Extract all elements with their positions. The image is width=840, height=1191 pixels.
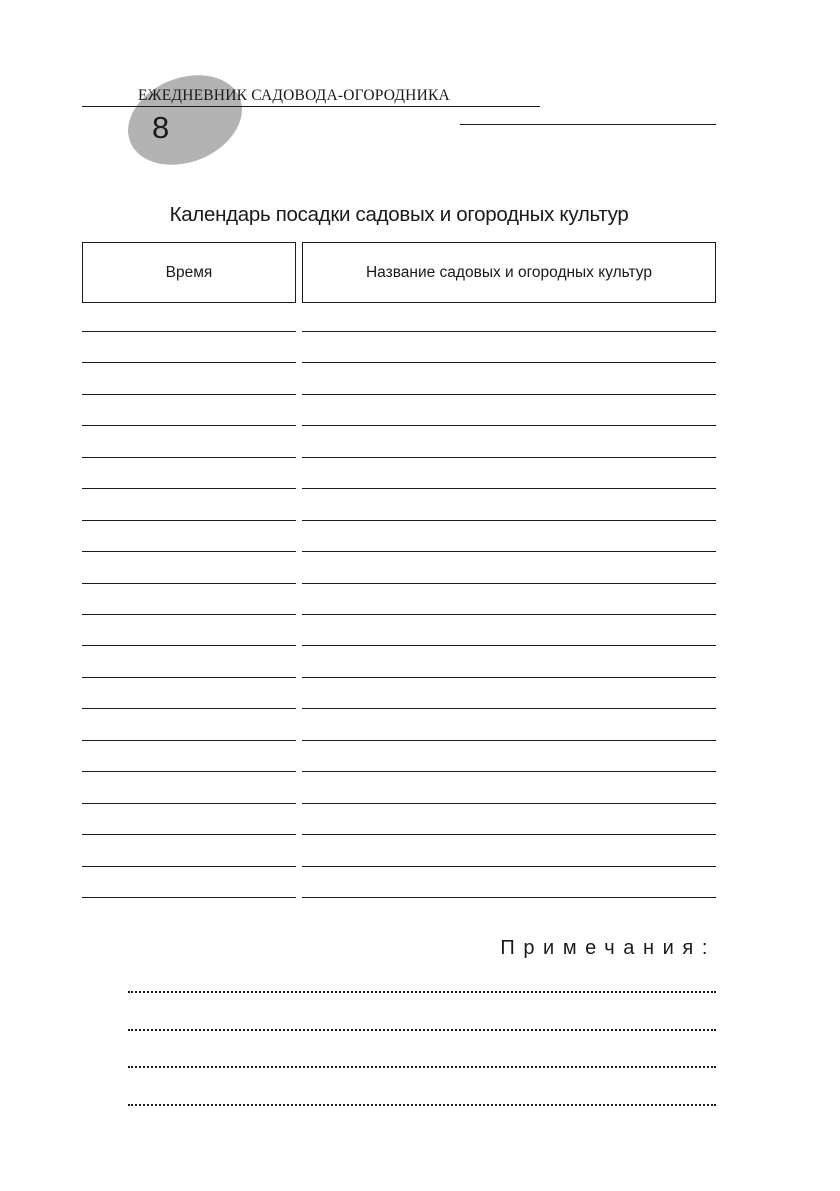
header-rule <box>82 106 540 107</box>
column-header-time <box>82 242 296 303</box>
crop-entry-line <box>302 740 716 741</box>
column-header-time-label: Время <box>165 264 213 281</box>
header-rule-right <box>460 124 716 125</box>
crop-entry-line <box>302 803 716 804</box>
time-entry-line <box>82 897 296 898</box>
time-entry-line <box>82 834 296 835</box>
time-entry-line <box>82 740 296 741</box>
crop-entry-line <box>302 488 716 489</box>
time-entry-line <box>82 645 296 646</box>
time-entry-line <box>82 708 296 709</box>
running-title: ЕЖЕДНЕВНИК САДОВОДА-ОГОРОДНИКА <box>138 87 450 104</box>
time-entry-line <box>82 520 296 521</box>
time-entry-line <box>82 331 296 332</box>
notes-dotted-line <box>128 1104 716 1106</box>
time-entry-line <box>82 457 296 458</box>
notes-dotted-line <box>128 991 716 993</box>
calendar-title: Календарь посадки садовых и огородных культур <box>169 203 629 226</box>
crop-entry-line <box>302 551 716 552</box>
crop-entry-line <box>302 583 716 584</box>
crop-entry-line <box>302 677 716 678</box>
time-entry-line <box>82 394 296 395</box>
crop-entry-line <box>302 834 716 835</box>
crop-entry-line <box>302 897 716 898</box>
notes-dotted-line <box>128 1066 716 1068</box>
crop-entry-line <box>302 866 716 867</box>
time-entry-line <box>82 425 296 426</box>
time-entry-line <box>82 803 296 804</box>
time-entry-line <box>82 866 296 867</box>
time-entry-line <box>82 771 296 772</box>
crop-entry-line <box>302 614 716 615</box>
crop-entry-line <box>302 425 716 426</box>
crop-entry-line <box>302 520 716 521</box>
crop-entry-line <box>302 645 716 646</box>
time-entry-line <box>82 583 296 584</box>
notes-dotted-line <box>128 1029 716 1031</box>
time-entry-line <box>82 677 296 678</box>
time-entry-line <box>82 362 296 363</box>
page-number-badge <box>115 59 256 181</box>
column-header-crops-label: Название садовых и огородных культур <box>365 264 652 281</box>
crop-entry-line <box>302 708 716 709</box>
crop-entry-line <box>302 331 716 332</box>
crop-entry-line <box>302 457 716 458</box>
time-entry-line <box>82 614 296 615</box>
column-header-crops <box>302 242 716 303</box>
time-entry-line <box>82 488 296 489</box>
page-number: 8 <box>152 110 170 145</box>
crop-entry-line <box>302 362 716 363</box>
time-entry-line <box>82 551 296 552</box>
notes-title: Примечания: <box>500 937 716 959</box>
crop-entry-line <box>302 394 716 395</box>
crop-entry-line <box>302 771 716 772</box>
